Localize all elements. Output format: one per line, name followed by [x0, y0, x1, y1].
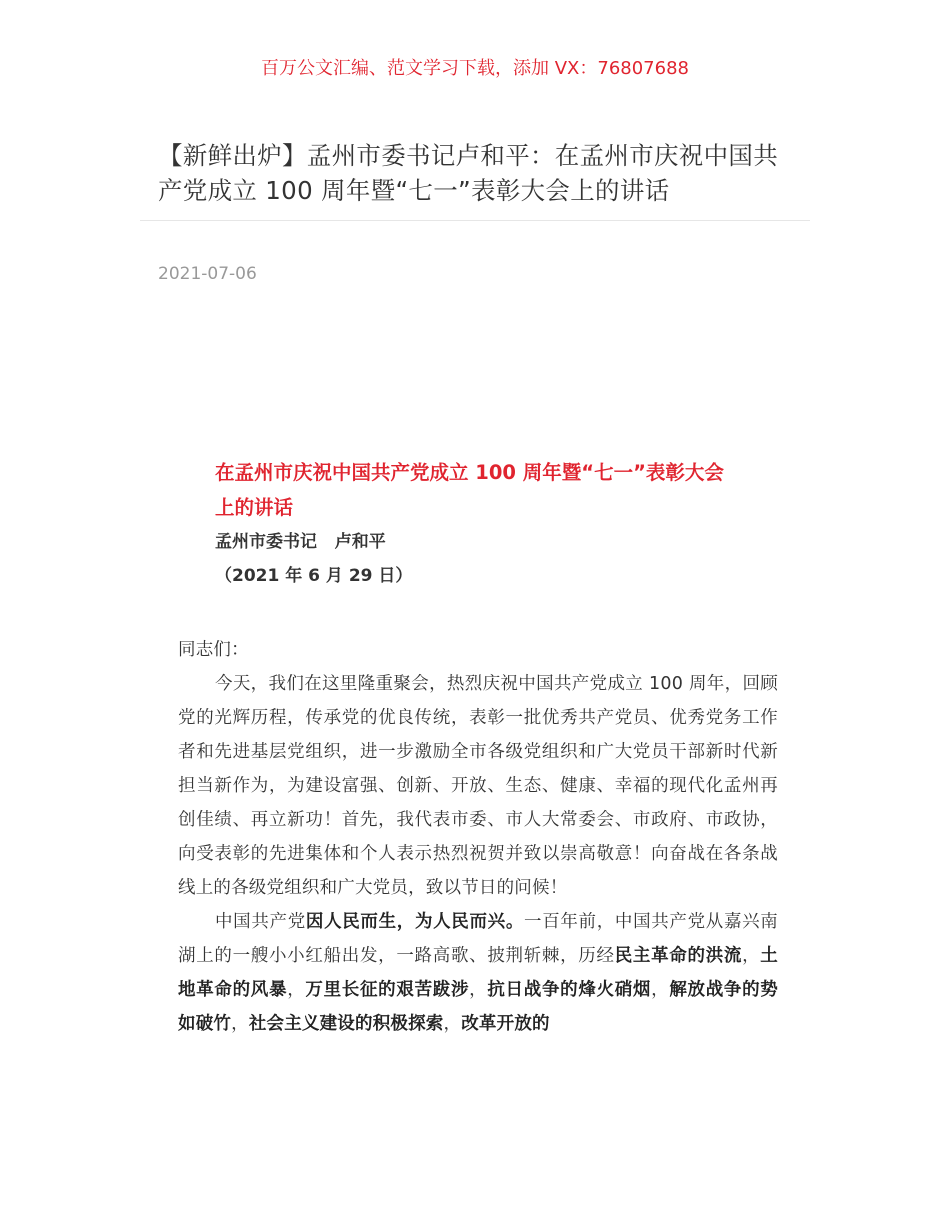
- text-run: ，: [651, 980, 670, 1000]
- bold-run: 解放战争的势如破竹: [178, 980, 779, 1034]
- text-run: 中国共产党: [215, 912, 306, 932]
- bold-run: 土地革命的风暴: [178, 946, 778, 1000]
- speech-heading-line1: 在孟州市庆祝中国共产党成立 100 周年暨“七一”表彰大会: [215, 461, 724, 484]
- paragraph: 今天，我们在这里隆重聚会，热烈庆祝中国共产党成立 100 周年，回顾党的光辉历程，传承党的优良传统，表彰一批优秀共产党员、优秀党务工作者和先进基层党组织，进一步激励全市各级党组织和广大党员干部新时代新担当新作为，为建设富强、创新、开放、生态、健康、幸福的现代化孟州再创佳绩、再立新功！首先，我代表市委、市人大常委会、市政府、市政协，向受表彰的先进集体和个人表示热烈祝贺并致以崇高敬意！向奋战在各条战线上的各级党组织和广大党员，致以节日的问候！: [178, 674, 778, 898]
- text-run: ，: [443, 1014, 462, 1034]
- bold-run: 社会主义建设的积极探索: [248, 1014, 444, 1034]
- bold-run: 民主革命的洪流: [614, 946, 743, 966]
- text-run: ，: [231, 1014, 249, 1034]
- text-run: ，: [742, 946, 761, 966]
- title-divider: [140, 220, 810, 221]
- speech-byline: [178, 525, 778, 593]
- speech-heading: [178, 455, 778, 525]
- text-run: ，: [469, 980, 488, 1000]
- text-run: ，: [287, 980, 306, 1000]
- speech-author: 孟州市委书记 卢和平: [215, 532, 386, 552]
- speech-text: [178, 633, 778, 1041]
- article-title: 【新鲜出炉】孟州市委书记卢和平：在孟州市庆祝中国共产党成立 100 周年暨“七一”表彰大会上的讲话: [158, 141, 778, 205]
- salutation: 同志们：: [178, 640, 249, 660]
- publish-date: 2021-07-06: [158, 264, 257, 284]
- bold-run: 因人民而生，为人民而兴。: [305, 912, 525, 932]
- article-body: [178, 455, 778, 1041]
- speech-date: （2021 年 6 月 29 日）: [215, 566, 413, 586]
- paragraph: [178, 905, 778, 1041]
- bold-run: 改革开放的: [461, 1014, 550, 1034]
- text-run: 一百年前，中国共产党从嘉兴南湖上的一艘小小红船出发，一路高歌、披荆斩棘，历经: [178, 912, 779, 966]
- bold-run: 万里长征的艰苦跋涉: [305, 980, 470, 1000]
- promo-banner: 百万公文汇编、范文学习下载，添加 VX：76807688: [261, 58, 689, 79]
- bold-run: 抗日战争的烽火硝烟: [487, 980, 652, 1000]
- speech-heading-line2: 上的讲话: [215, 496, 294, 519]
